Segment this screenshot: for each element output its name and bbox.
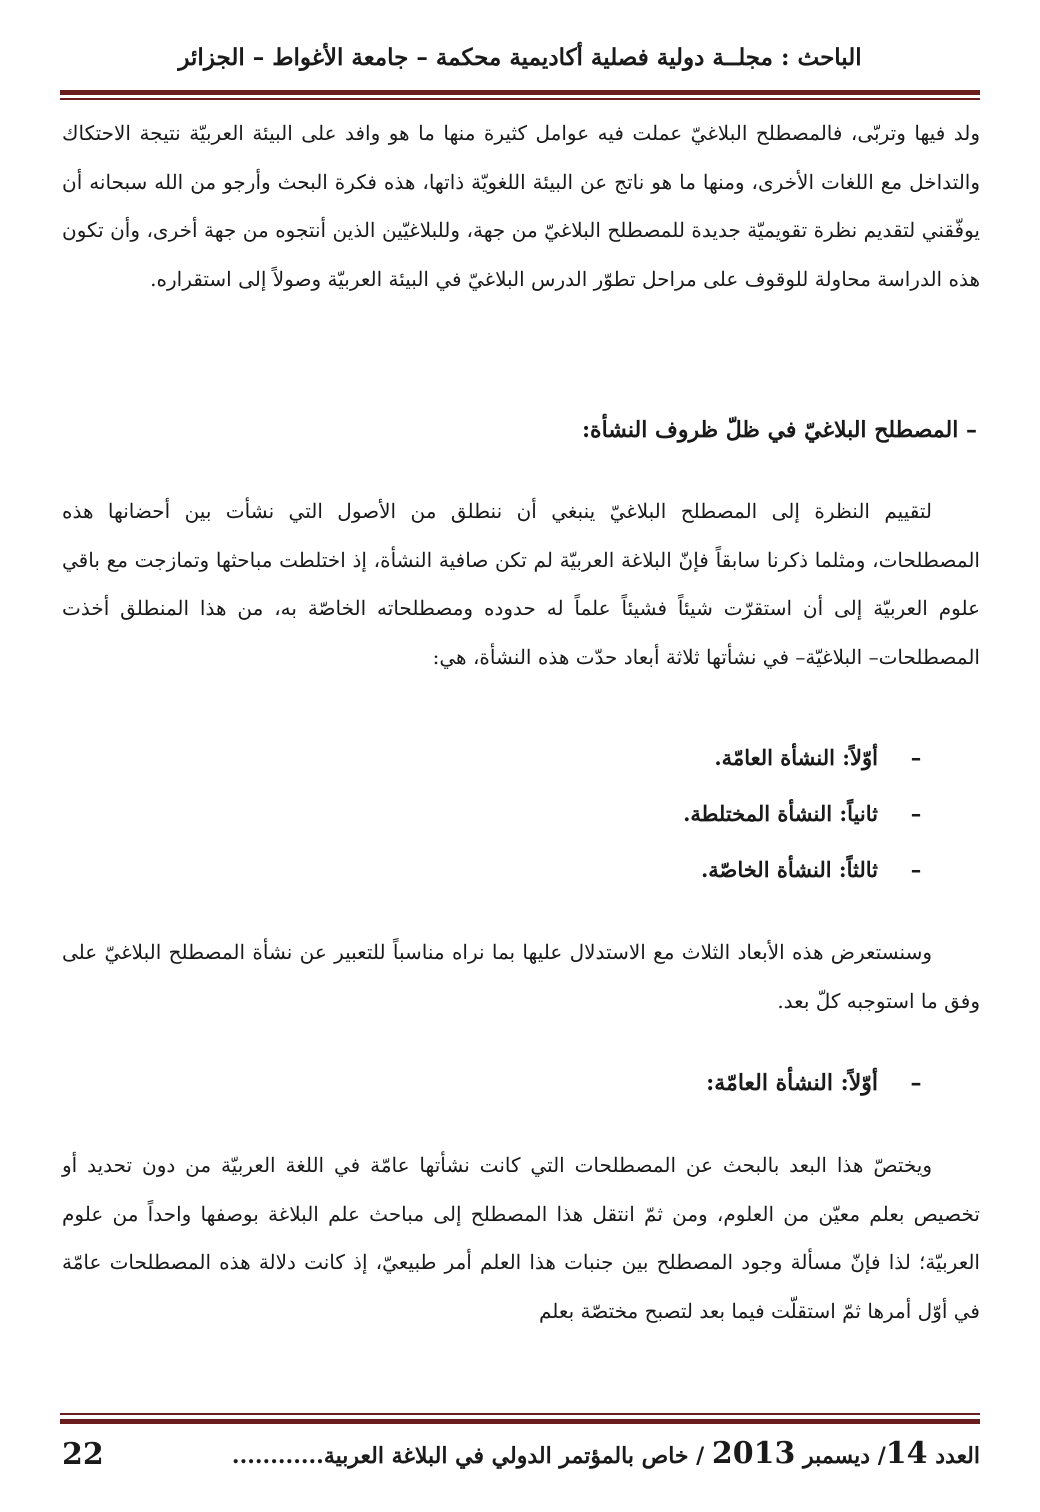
footer-issue-label: العدد bbox=[935, 1443, 980, 1469]
page-number: 22 bbox=[62, 1437, 104, 1472]
list-item bbox=[330, 842, 930, 898]
header-rule-thick bbox=[60, 90, 980, 95]
subsection-heading-general bbox=[706, 1063, 930, 1103]
footer-month: / ديسمبر bbox=[803, 1443, 886, 1469]
list-item bbox=[330, 730, 930, 786]
page-footer bbox=[62, 1432, 980, 1478]
list-item bbox=[330, 786, 930, 842]
list-dash: – bbox=[910, 801, 922, 826]
list-dash: – bbox=[910, 745, 922, 770]
journal-header-title: الباحث : مجلــة دولية فصلية أكاديمية محكمة – جامعة الأغواط – الجزائر bbox=[178, 44, 862, 71]
footer-special-edition: / خاص بالمؤتمر الدولي في البلاغة العربية............ bbox=[231, 1443, 705, 1469]
subsection-heading-label: أوّلاً: النشأة العامّة: bbox=[706, 1070, 878, 1096]
header-rule-thin bbox=[60, 98, 980, 100]
body-paragraph-2: لتقييم النظرة إلى المصطلح البلاغيّ ينبغي أن ننطلق من الأصول التي نشأت بين أحضانها هذه المصطلحات، ومثلما ذكرنا سابقاً فإنّ البلاغة العربيّة لم تكن صافية النشأة، إذ اختلطت مباحثها وتمازجت مع باقي علوم العربيّة إلى أن استقرّت شيئاً فشيئاً علماً له حدوده ومصطلحاته الخاصّة به، من هذا المنطلق أخذت المصطلحات– البلاغيّة– في نشأتها ثلاثة أبعاد حدّت هذه النشأة، هي: bbox=[62, 499, 980, 669]
body-paragraph-3: وسنستعرض هذه الأبعاد الثلاث مع الاستدلال عليها بما نراه مناسباً للتعبير عن نشأة المصطلح البلاغيّ على وفق ما استوجبه كلّ بعد. bbox=[62, 940, 980, 1013]
list-dash: – bbox=[910, 857, 922, 882]
list-item-label: ثالثاً: النشأة الخاصّة. bbox=[700, 857, 878, 882]
body-paragraph-4: ويختصّ هذا البعد بالبحث عن المصطلحات التي كانت نشأتها عامّة في اللغة العربيّة من دون تحديد أو تخصيص بعلم معيّن من العلوم، ومن ثمّ انتقل هذا المصطلح إلى مباحث علم البلاغة بوصفها واحداً من علوم العربيّة؛ لذا فإنّ مسألة وجود المصطلح بين جنبات هذا العلم أمر طبيعيّ، إذ كانت دلالة هذه المصطلحات عامّة في أوّل أمرها ثمّ استقلّت فيما بعد لتصبح مختصّة بعلم bbox=[62, 1153, 980, 1323]
section-heading-origins: – المصطلح البلاغيّ في ظلّ ظروف النشأة: bbox=[581, 417, 977, 443]
dimensions-list bbox=[330, 730, 930, 898]
list-item-label: أوّلاً: النشأة العامّة. bbox=[714, 745, 878, 770]
footer-issue-number: 14 bbox=[885, 1436, 928, 1471]
footer-year: 2013 bbox=[711, 1436, 796, 1471]
list-item-label: ثانياً: النشأة المختلطة. bbox=[683, 801, 878, 826]
list-dash: – bbox=[910, 1070, 922, 1096]
body-paragraph-1: ولد فيها وتربّى، فالمصطلح البلاغيّ عملت فيه عوامل كثيرة منها ما هو وافد على البيئة العربيّة نتيجة الاحتكاك والتداخل مع اللغات الأخرى، ومنها ما هو ناتج عن البيئة اللغويّة ذاتها، هذه فكرة البحث وأرجو من الله سبحانه أن يوفّقني لتقديم نظرة تقويميّة جديدة للمصطلح البلاغيّ من جهة، وللبلاغيّين الذين أنتجوه من جهة أخرى، وأن تكون هذه الدراسة محاولة للوقوف على مراحل تطوّر الدرس البلاغيّ في البيئة العربيّة وصولاً إلى استقراره. bbox=[62, 121, 980, 291]
footer-rule-thin bbox=[60, 1413, 980, 1415]
footer-issue-info bbox=[232, 1432, 980, 1478]
footer-rule-thick bbox=[60, 1419, 980, 1424]
